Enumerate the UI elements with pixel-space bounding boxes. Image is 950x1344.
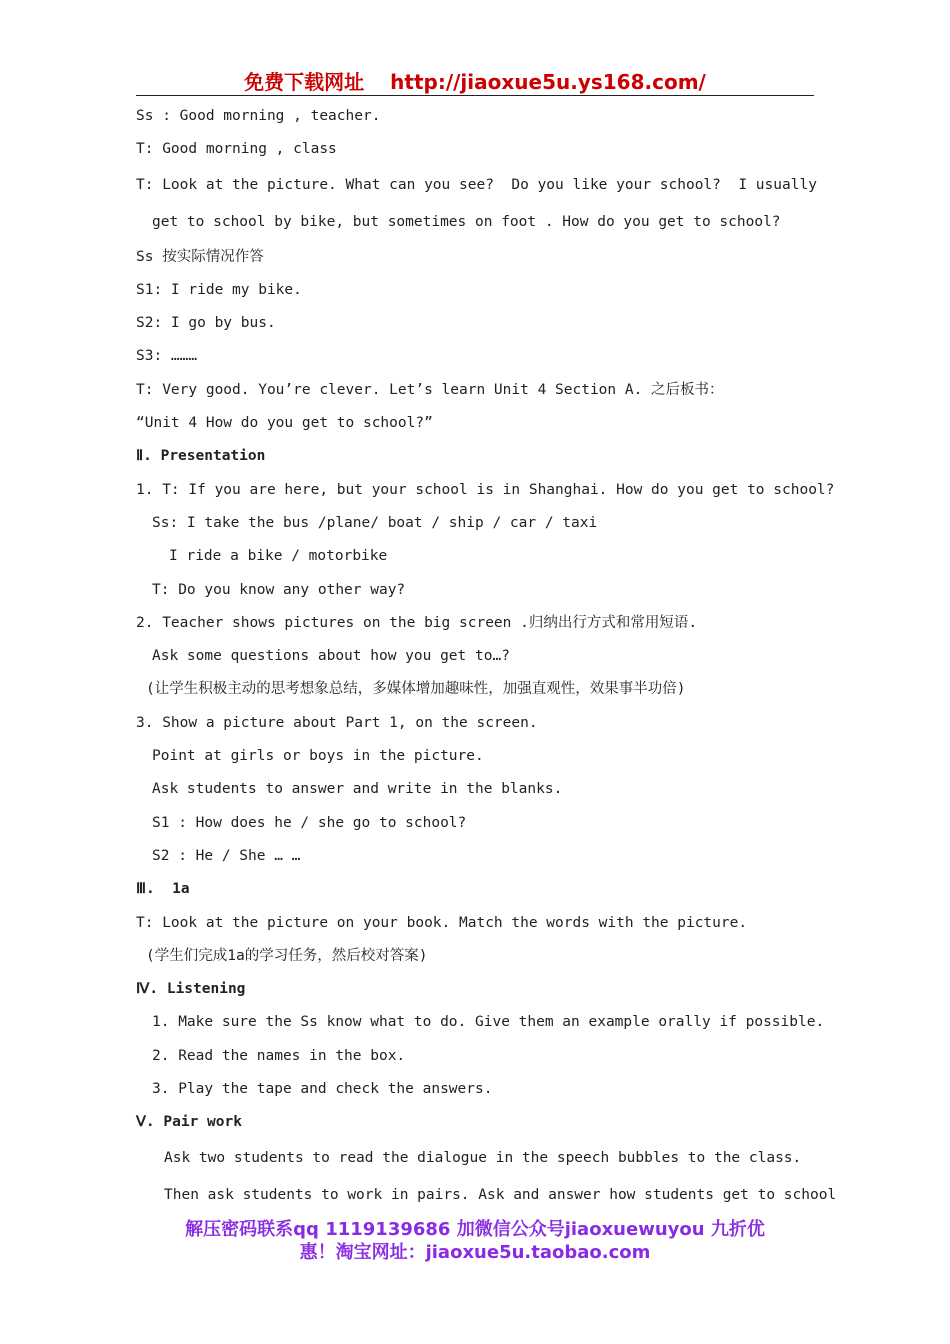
footer-line-1: 解压密码联系qq 1119139686 加微信公众号jiaoxuewuyou 九折优 xyxy=(185,1219,765,1240)
list-item: 1. Make sure the Ss know what to do. Give them an example orally if possible. xyxy=(152,1014,825,1031)
list-item: Ask students to answer and write in the blanks. xyxy=(152,781,563,798)
list-item: 1. T: If you are here, but your school is in Shanghai. How do you get to school? xyxy=(136,481,835,498)
dialogue-line: S1: I ride my bike. xyxy=(136,281,302,298)
dialogue-line: S3: ……… xyxy=(136,348,198,365)
note-line: (学生们完成1a的学习任务，然后校对答案) xyxy=(146,947,428,964)
list-item: Ss: I take the bus /plane/ boat / ship / car / taxi xyxy=(152,514,598,531)
list-item: Then ask students to work in pairs. Ask and answer how students get to school xyxy=(164,1186,837,1203)
header-url[interactable]: http://jiaoxue5u.ys168.com/ xyxy=(390,70,706,94)
list-item: Point at girls or boys in the picture. xyxy=(152,748,484,765)
header-label: 免费下载网址 xyxy=(244,70,365,94)
section-heading-pair-work: Ⅴ. Pair work xyxy=(136,1114,242,1131)
list-item: S1 : How does he / she go to school? xyxy=(152,814,467,831)
note-line: (让学生积极主动的思考想象总结，多媒体增加趣味性，加强直观性，效果事半功倍) xyxy=(146,681,686,698)
dialogue-line: Ss 按实际情况作答 xyxy=(136,248,264,265)
list-item: 3. Show a picture about Part 1, on the screen. xyxy=(136,714,538,731)
dialogue-line: S2: I go by bus. xyxy=(136,315,276,332)
dialogue-line: “Unit 4 How do you get to school?” xyxy=(136,415,433,432)
dialogue-line: get to school by bike, but sometimes on foot . How do you get to school? xyxy=(152,213,781,230)
list-item: S2 : He / She … … xyxy=(152,847,301,864)
document-body xyxy=(136,100,837,1214)
dialogue-line: Ss : Good morning , teacher. xyxy=(136,108,381,124)
footer-line-2: 惠！淘宝网址：jiaoxue5u.taobao.com xyxy=(299,1242,651,1263)
page-header xyxy=(136,66,814,96)
section-heading-presentation: Ⅱ. Presentation xyxy=(136,448,266,465)
list-item: I ride a bike / motorbike xyxy=(169,548,388,565)
list-item: T: Do you know any other way? xyxy=(152,581,406,598)
list-item: Ask two students to read the dialogue in the speech bubbles to the class. xyxy=(164,1149,802,1166)
list-item: Ask some questions about how you get to…? xyxy=(152,648,510,665)
section-heading-1a: Ⅲ. 1a xyxy=(136,881,190,898)
list-item: T: Look at the picture on your book. Match the words with the picture. xyxy=(136,914,748,931)
list-item: 3. Play the tape and check the answers. xyxy=(152,1081,493,1098)
dialogue-line: T: Very good. You’re clever. Let’s learn Unit 4 Section A. 之后板书： xyxy=(136,381,724,398)
list-item: 2. Teacher shows pictures on the big screen .归纳出行方式和常用短语. xyxy=(136,614,698,631)
section-heading-listening: Ⅳ. Listening xyxy=(136,981,246,998)
list-item: 2. Read the names in the box. xyxy=(152,1047,406,1064)
page-footer xyxy=(0,1218,950,1264)
dialogue-line: T: Good morning , class xyxy=(136,141,337,158)
dialogue-line: T: Look at the picture. What can you see? Do you like your school? I usually xyxy=(136,176,817,193)
